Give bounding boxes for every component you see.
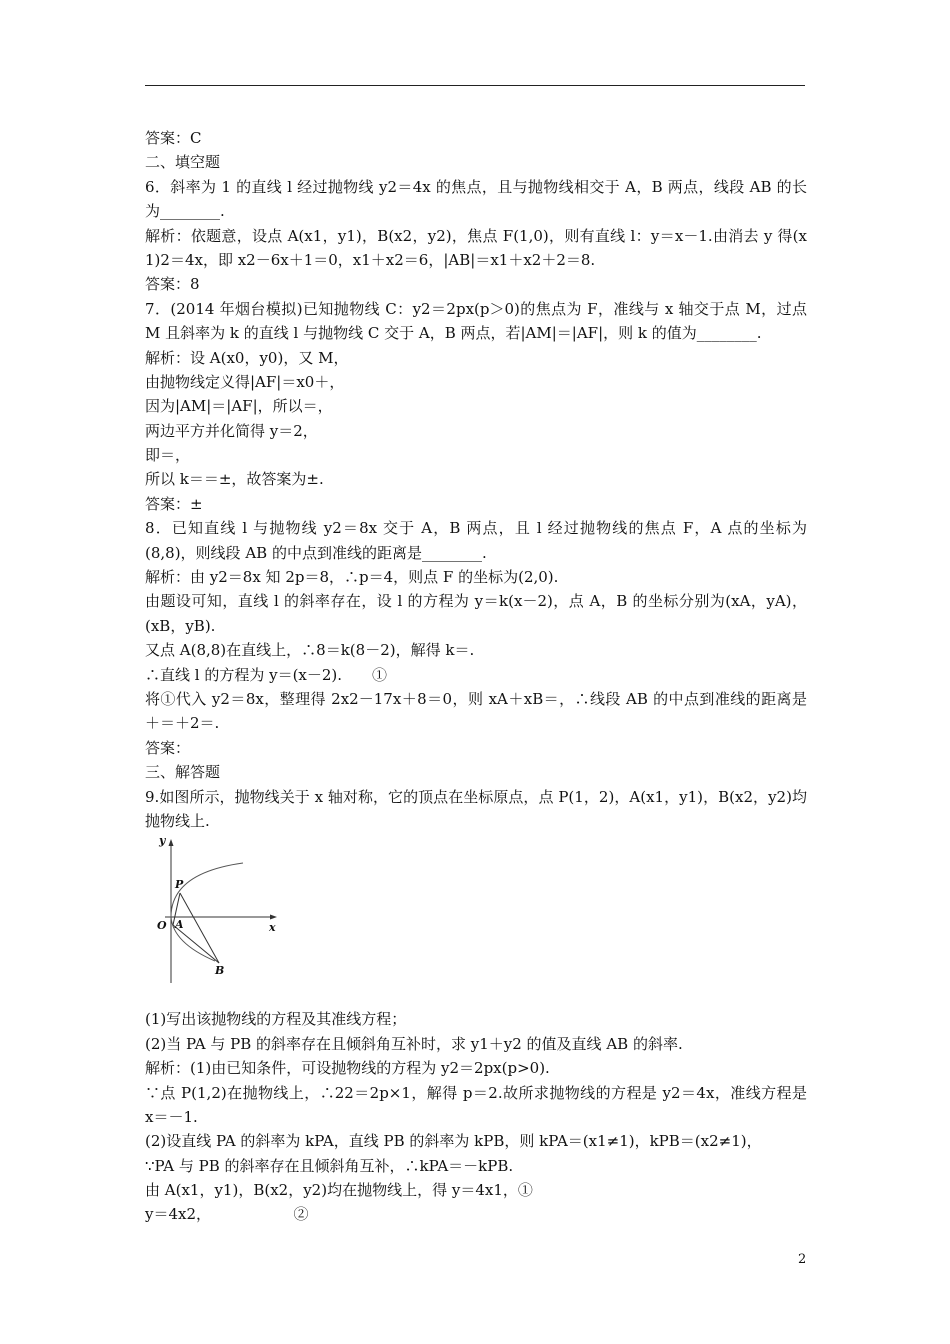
text-line: (1)写出该抛物线的方程及其准线方程； bbox=[145, 1010, 407, 1029]
text-line: 解析：设 A(x0，y0)，又 M， bbox=[145, 348, 349, 367]
text-line: 为________. bbox=[145, 202, 225, 221]
text-line: 解析：(1)由已知条件，可设抛物线的方程为 y2＝2px(p>0). bbox=[145, 1059, 550, 1078]
text-line: 二、填空题 bbox=[145, 153, 221, 172]
point-p-label: P bbox=[175, 878, 184, 892]
text-line: (xB，yB). bbox=[145, 616, 216, 635]
text-line: ∵PA 与 PB 的斜率存在且倾斜角互补，∴kPA＝－kPB. bbox=[145, 1156, 514, 1175]
text-line: 7．(2014 年烟台模拟)已知抛物线 C：y2＝2px(p＞0)的焦点为 F，准线与 x 轴交于点 M，过点 bbox=[145, 299, 807, 318]
text-line: 所以 k＝＝±，故答案为±. bbox=[145, 470, 324, 489]
origin-label: O bbox=[157, 919, 167, 933]
text-line: 两边平方并化简得 y＝2， bbox=[145, 421, 318, 440]
text-line: (8,8)，则线段 AB 的中点到准线的距离是________. bbox=[145, 543, 487, 562]
parabola-figure bbox=[145, 835, 285, 985]
text-line: 将①代入 y2＝8x，整理得 2x2－17x＋8＝0，则 xA＋xB＝，∴线段 AB 的中点到准线的距离是 bbox=[145, 689, 807, 708]
x-axis-label: x bbox=[269, 921, 276, 935]
text-line: ∵点 P(1,2)在抛物线上，∴22＝2p×1，解得 p＝2.故所求抛物线的方程是 y2＝4x，准线方程是 bbox=[145, 1083, 807, 1102]
point-b-label: B bbox=[215, 964, 225, 978]
text-line: x＝－1. bbox=[145, 1107, 198, 1126]
text-line: y＝4x2， ② bbox=[145, 1205, 309, 1224]
text-line: 抛物线上. bbox=[145, 811, 210, 830]
text-line: 解析：由 y2＝8x 知 2p＝8，∴p＝4，则点 F 的坐标为(2,0). bbox=[145, 568, 559, 587]
text-line: 答案：8 bbox=[145, 275, 200, 294]
text-line: 答案：± bbox=[145, 494, 203, 513]
text-line: 答案：C bbox=[145, 129, 202, 147]
y-axis-label: y bbox=[159, 834, 166, 848]
page-content bbox=[145, 126, 807, 1227]
text-line: 6．斜率为 1 的直线 l 经过抛物线 y2＝4x 的焦点，且与抛物线相交于 A，B 两点，线段 AB 的长 bbox=[145, 177, 807, 196]
text-line: 由抛物线定义得|AF|＝x0＋， bbox=[145, 372, 345, 391]
text-line: ∴直线 l 的方程为 y＝(x－2). ① bbox=[145, 665, 388, 684]
text-line: (2)当 PA 与 PB 的斜率存在且倾斜角互补时，求 y1＋y2 的值及直线 AB 的斜率. bbox=[145, 1034, 683, 1053]
text-line: 三、解答题 bbox=[145, 763, 221, 782]
text-line: 9.如图所示，抛物线关于 x 轴对称，它的顶点在坐标原点，点 P(1，2)，A(x1，y1)，B(x2，y2)均 bbox=[145, 787, 807, 806]
text-block-after-figure bbox=[145, 1007, 807, 1227]
text-line: 1)2＝4x，即 x2－6x＋1＝0，x1＋x2＝6，|AB|＝x1＋x2＋2＝8. bbox=[145, 250, 596, 269]
text-line: M 且斜率为 k 的直线 l 与抛物线 C 交于 A，B 两点，若|AM|＝|AF|，则 k 的值为________. bbox=[145, 324, 762, 343]
text-line: 8．已知直线 l 与抛物线 y2＝8x 交于 A，B 两点，且 l 经过抛物线的焦点 F，A 点的坐标为 bbox=[145, 519, 807, 538]
text-line: ＋＝＋2＝. bbox=[145, 714, 220, 733]
header-rule bbox=[145, 85, 805, 86]
text-line: 答案： bbox=[145, 738, 191, 757]
text-line: 因为|AM|＝|AF|，所以＝， bbox=[145, 397, 333, 416]
text-line: 由 A(x1，y1)，B(x2，y2)均在抛物线上，得 y＝4x1，① bbox=[145, 1181, 533, 1200]
text-line: 解析：依题意，设点 A(x1，y1)，B(x2，y2)，焦点 F(1,0)，则有直线 l：y＝x－1.由消去 y 得(x bbox=[145, 226, 807, 245]
text-line: (2)设直线 PA 的斜率为 kPA，直线 PB 的斜率为 kPB，则 kPA＝(x1≠1)，kPB＝(x2≠1)， bbox=[145, 1132, 762, 1151]
text-line: 由题设可知，直线 l 的斜率存在，设 l 的方程为 y＝k(x－2)，点 A，B 的坐标分别为(xA，yA)， bbox=[145, 592, 807, 611]
text-line: 又点 A(8,8)在直线上，∴8＝k(8－2)，解得 k＝. bbox=[145, 641, 475, 660]
text-line: 即＝， bbox=[145, 446, 191, 465]
point-a-label: A bbox=[175, 918, 184, 932]
parabola-diagram bbox=[145, 835, 285, 985]
page-number: 2 bbox=[798, 1252, 807, 1267]
text-block-before-figure bbox=[145, 126, 807, 833]
